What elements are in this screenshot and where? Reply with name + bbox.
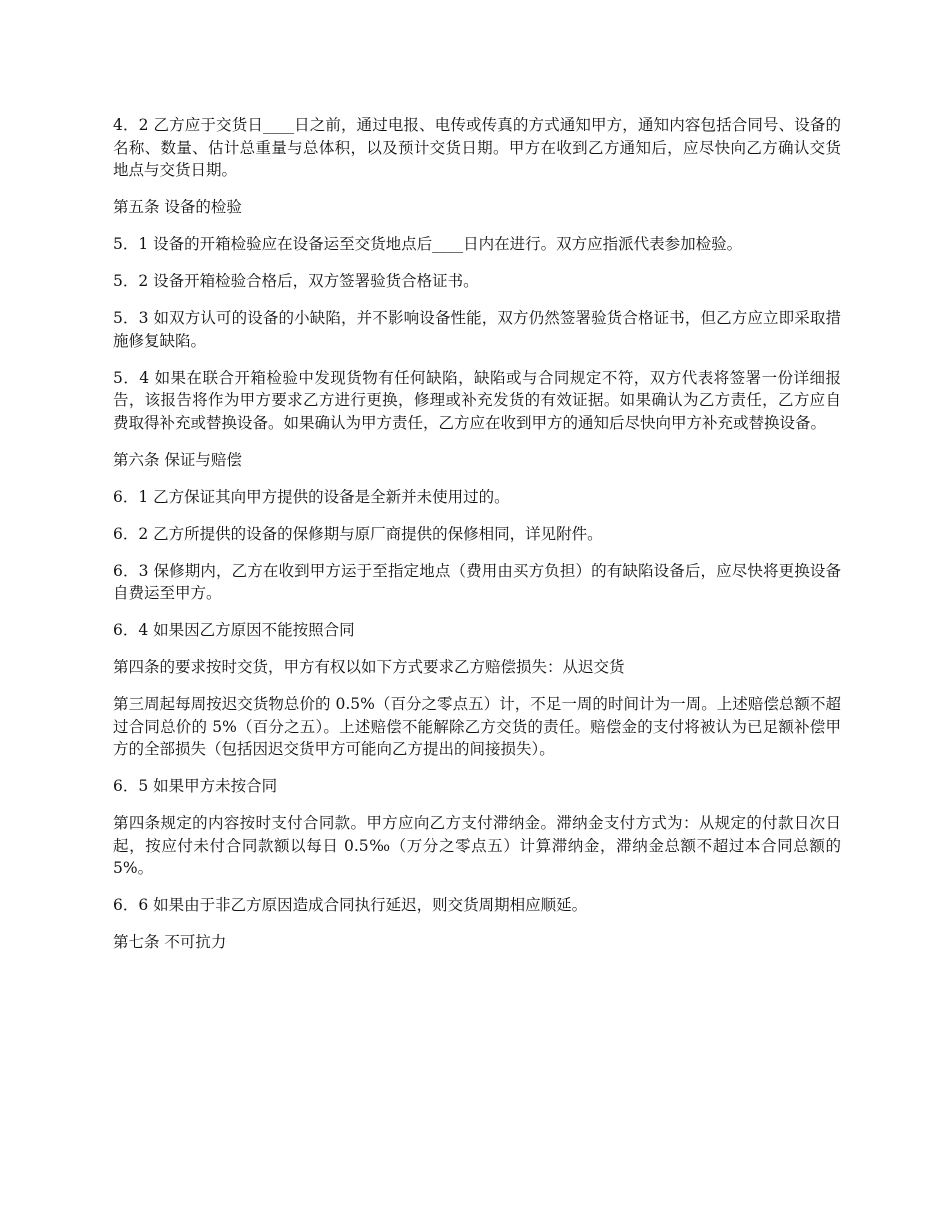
- clause-6-6: 6．6 如果由于非乙方原因造成合同执行延迟，则交货周期相应顺延。: [113, 896, 588, 914]
- article-7-heading: 第七条 不可抗力: [113, 933, 227, 951]
- clause-6-5: 6．5 如果甲方未按合同: [113, 777, 278, 795]
- clause-5-3: 5．3 如双方认可的设备的小缺陷，并不影响设备性能，双方仍然签署验货合格证书，但乙方应立即采取措施修复缺陷。: [113, 309, 841, 350]
- clause-5-4: 5．4 如果在联合开箱检验中发现货物有任何缺陷，缺陷或与合同规定不符，双方代表将签署一份详细报告，该报告将作为甲方要求乙方进行更换，修理或补充发货的有效证据。如果确认为乙方责任，乙方应自费取得补充或替换设备。如果确认为甲方责任，乙方应在收到甲方的通知后尽快向甲方补充或替换设备。: [113, 368, 841, 432]
- clause-6-4-continued: 第四条的要求按时交货，甲方有权以如下方式要求乙方赔偿损失：从迟交货: [113, 658, 625, 676]
- clause-6-4-compensation: 第三周起每周按迟交货物总价的 0.5%（百分之零点五）计，不足一周的时间计为一周。上述赔偿总额不超过合同总价的 5%（百分之五）。上述赔偿不能解除乙方交货的责任。赔偿金的支付将被认为已足额补偿甲方的全部损失（包括因迟交货甲方可能向乙方提出的间接损失）。: [113, 695, 841, 758]
- clause-4-2: 4．2 乙方应于交货日____日之前，通过电报、电传或传真的方式通知甲方，通知内容包括合同号、设备的名称、数量、估计总重量与总体积，以及预计交货日期。甲方在收到乙方通知后，应尽快向乙方确认交货地点与交货日期。: [113, 116, 841, 179]
- clause-5-2: 5．2 设备开箱检验合格后，双方签署验货合格证书。: [113, 272, 479, 290]
- article-5-heading: 第五条 设备的检验: [113, 198, 242, 216]
- clause-5-1: 5．1 设备的开箱检验应在设备运至交货地点后____日内在进行。双方应指派代表参加检验。: [113, 235, 743, 253]
- document-page: [113, 114, 841, 968]
- clause-6-3: 6．3 保修期内，乙方在收到甲方运于至指定地点（费用由买方负担）的有缺陷设备后，应尽快将更换设备自费运至甲方。: [113, 561, 841, 602]
- clause-6-5-continued: 第四条规定的内容按时支付合同款。甲方应向乙方支付滞纳金。滞纳金支付方式为：从规定的付款日次日起，按应付未付合同款额以每日 0.5‰（万分之零点五）计算滞纳金，滞纳金总额不超过本合同总额的 5%。: [113, 814, 841, 877]
- clause-6-1: 6．1 乙方保证其向甲方提供的设备是全新并未使用过的。: [113, 487, 510, 506]
- clause-6-4: 6．4 如果因乙方原因不能按照合同: [113, 621, 355, 639]
- clause-6-2: 6．2 乙方所提供的设备的保修期与原厂商提供的保修相同，详见附件。: [113, 524, 603, 543]
- article-6-heading: 第六条 保证与赔偿: [113, 450, 242, 469]
